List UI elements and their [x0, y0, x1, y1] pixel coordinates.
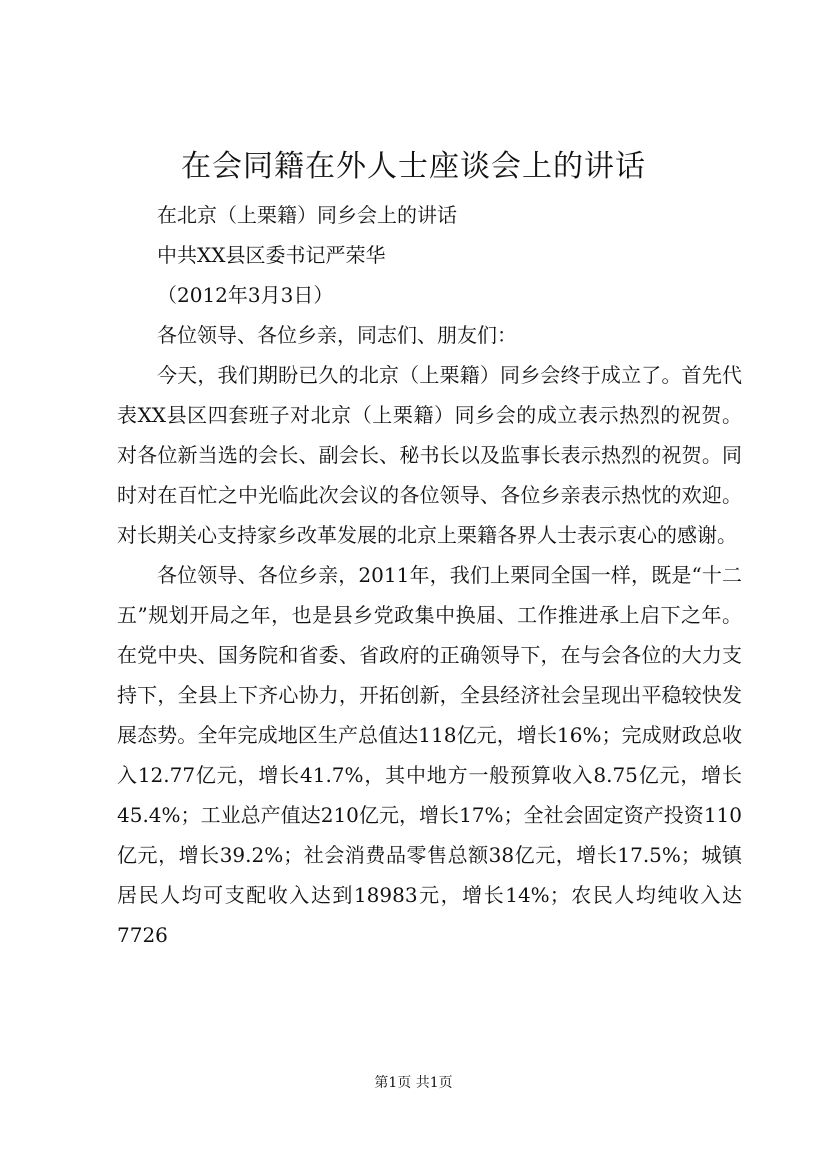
author-line: 中共XX县区委书记严荣华	[157, 243, 386, 267]
document-title: 在会同籍在外人士座谈会上的讲话	[181, 149, 646, 184]
document-body	[117, 195, 742, 955]
salutation-paragraph: 各位领导、各位乡亲，同志们、朋友们：	[157, 323, 517, 347]
body-paragraph: 今天，我们期盼已久的北京（上栗籍）同乡会终于成立了。首先代表XX县区四套班子对北京（上栗籍）同乡会的成立表示热烈的祝贺。对各位新当选的会长、副会长、秘书长以及监事长表示热烈的祝贺。同时对在百忙之中光临此次会议的各位领导、各位乡亲表示热忱的欢迎。对长期关心支持家乡改革发展的北京上栗籍各界人士表示衷心的感谢。	[117, 363, 742, 547]
subtitle-line: 在北京（上栗籍）同乡会上的讲话	[157, 203, 457, 227]
page-footer: 第1页 共1页	[374, 1075, 453, 1091]
body-paragraph: 各位领导、各位乡亲，2011年，我们上栗同全国一样，既是“十二五”规划开局之年，也是县乡党政集中换届、工作推进承上启下之年。在党中央、国务院和省委、省政府的正确领导下，在与会各位的大力支持下，全县上下齐心协力，开拓创新，全县经济社会呈现出平稳较快发展态势。全年完成地区生产总值达118亿元，增长16%；完成财政总收入12.77亿元，增长41.7%，其中地方一般预算收入8.75亿元，增长45.4%；工业总产值达210亿元，增长17%；全社会固定资产投资110亿元，增长39.2%；社会消费品零售总额38亿元，增长17.5%；城镇居民人均可支配收入达到18983元，增长14%；农民人均纯收入达7726	[117, 563, 742, 947]
date-line: （2012年3月3日）	[157, 283, 334, 307]
